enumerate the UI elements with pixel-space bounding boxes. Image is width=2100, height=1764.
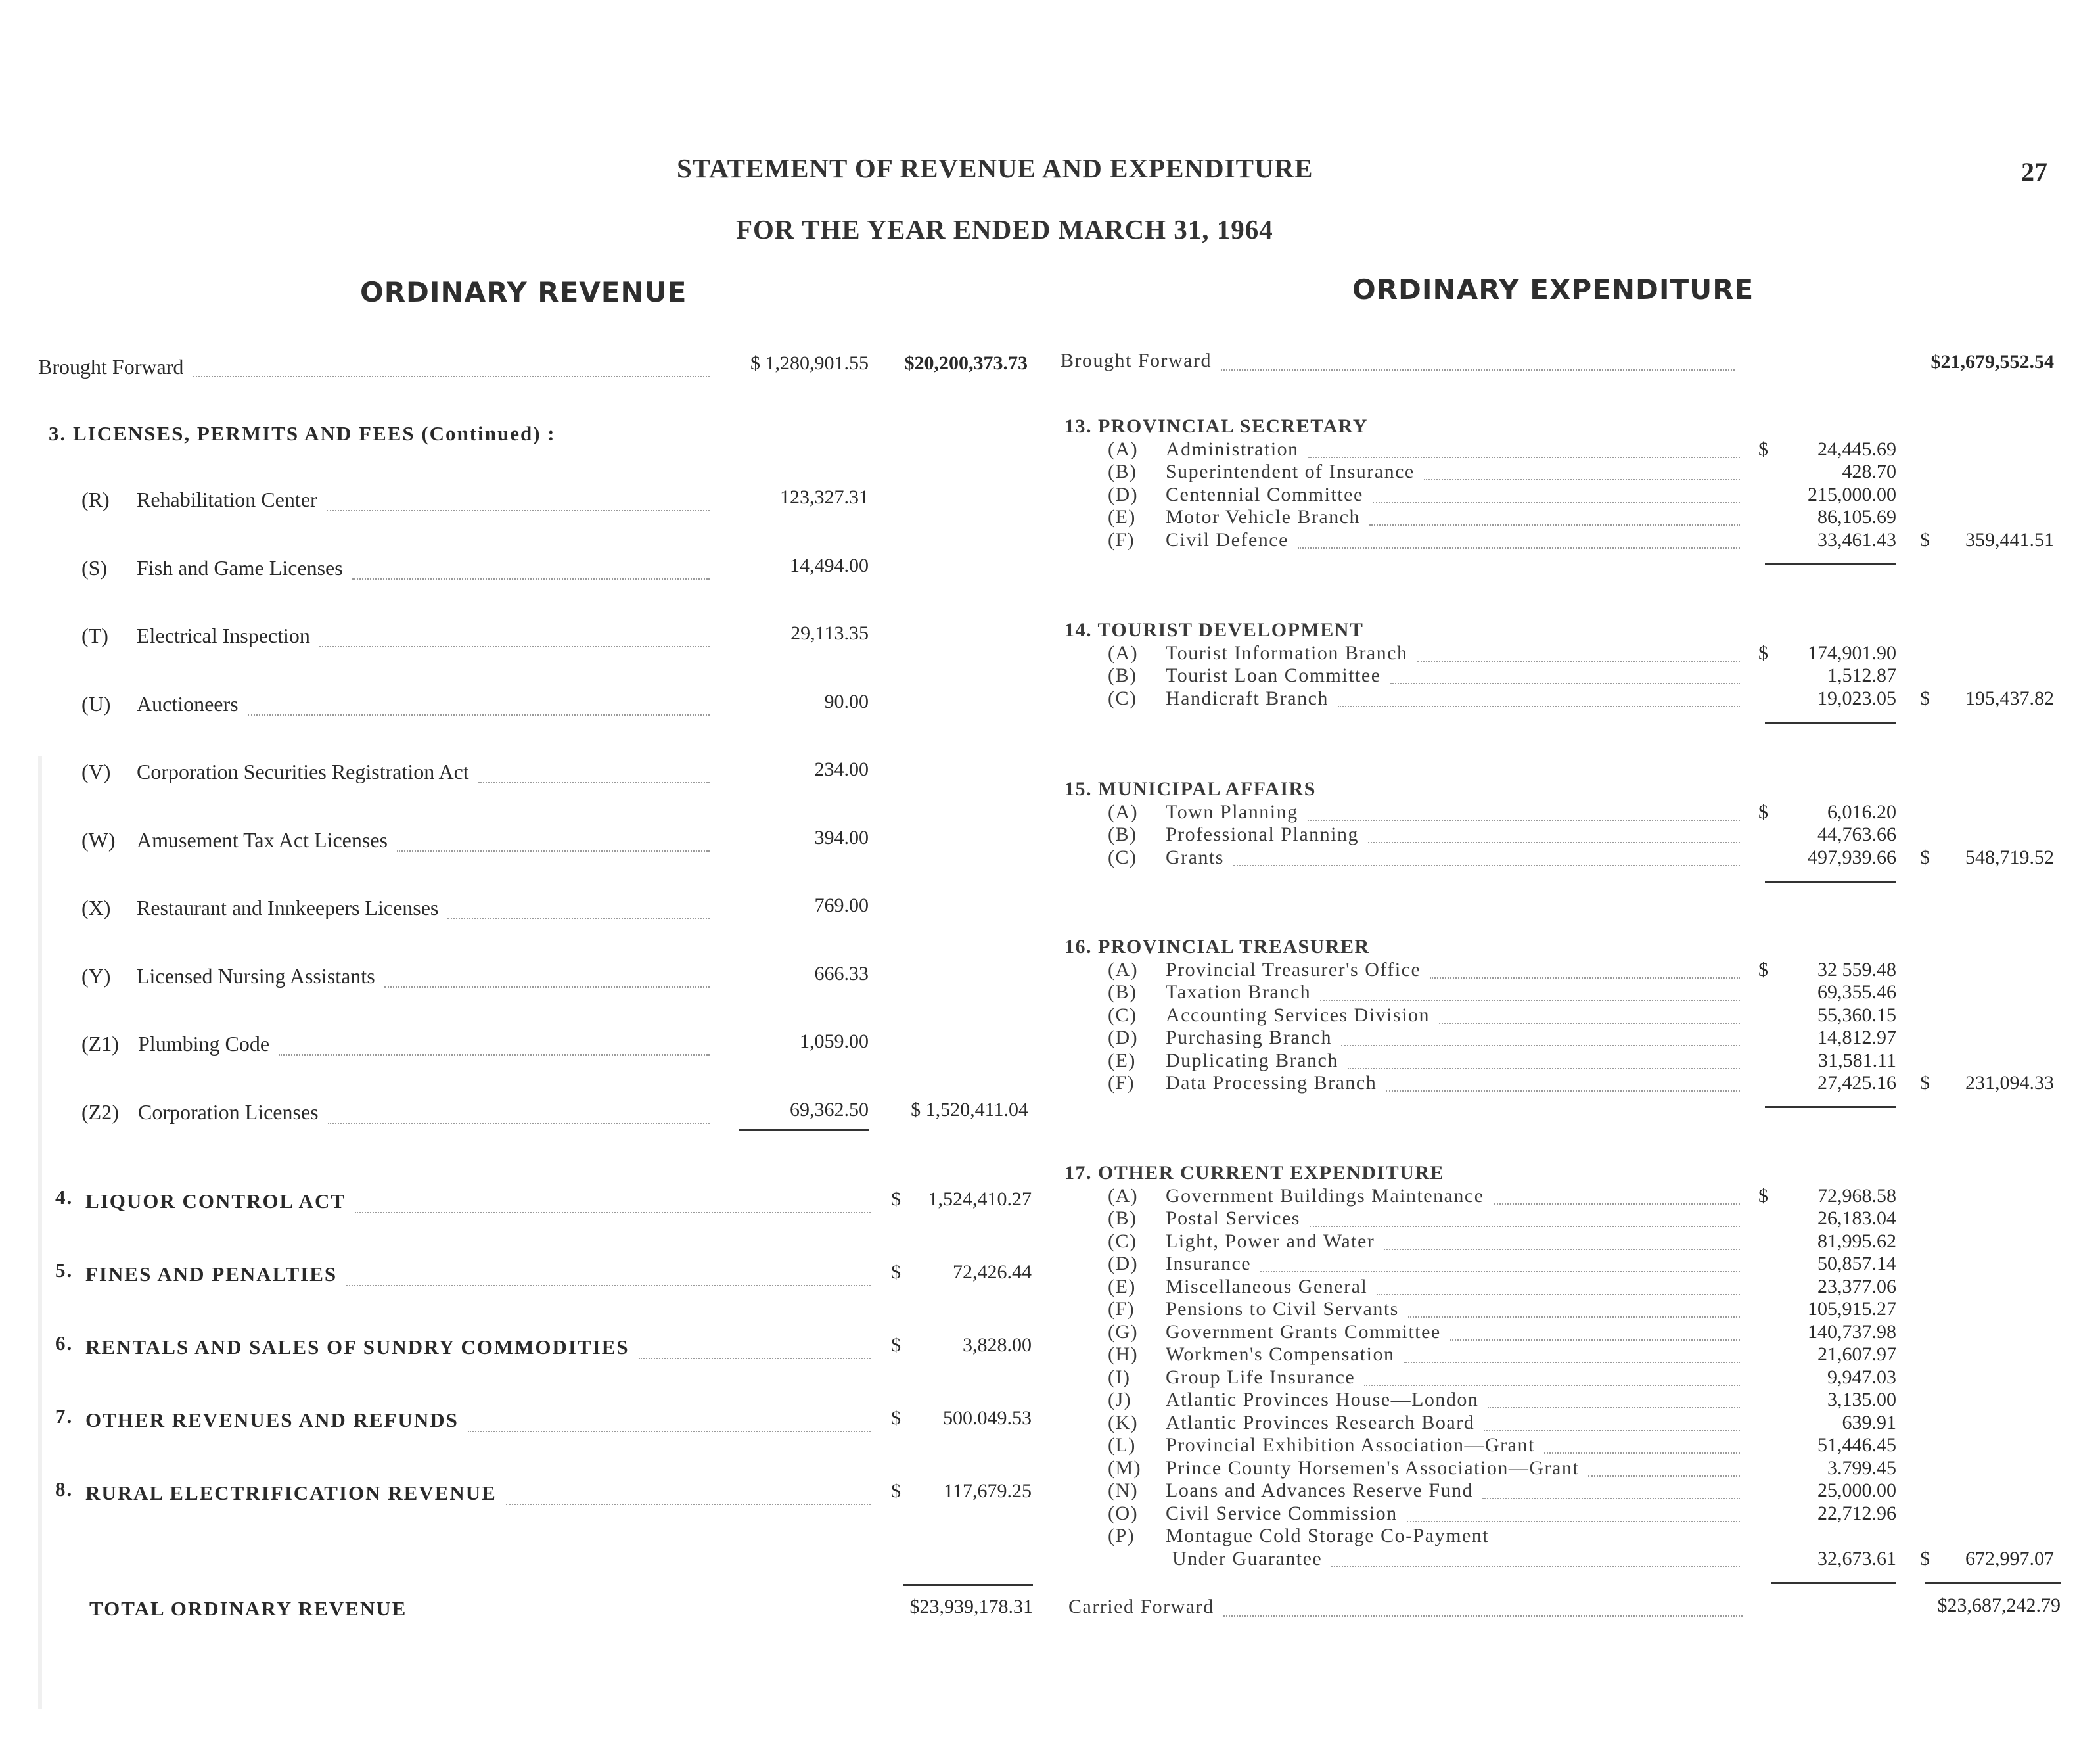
exp-item-code: (F) [1108,1072,1135,1094]
revenue-item-code: (Y) [81,963,111,988]
exp-item-code: (P) [1108,1525,1135,1546]
exp-item-code: (G) [1108,1320,1139,1343]
exp-section-total: 672,997.07 [1965,1547,2054,1569]
revenue-section-label: RENTALS AND SALES OF SUNDRY COMMODITIES [85,1335,629,1358]
exp-item-label: Provincial Exhibition Association—Grant [1166,1434,1535,1456]
exp-item-code: (C) [1108,687,1137,709]
exp-item-label: Prince County Horsemen's Association—Grant [1166,1456,1580,1479]
dot-leader [1298,547,1740,549]
exp-item-amount: 32 559.48 [1817,958,1896,981]
exp-item-label: Grants [1166,846,1224,868]
exp-section-title: 14. TOURIST DEVELOPMENT [1064,619,1364,641]
dot-leader [1430,977,1740,979]
revenue-item-code: (U) [81,691,111,716]
dot-leader [1588,1475,1740,1477]
dot-leader [328,1123,710,1124]
exp-item-code: (C) [1108,1004,1137,1026]
exp-item-label: Light, Power and Water [1166,1230,1375,1252]
exp-item-code: (D) [1108,483,1139,505]
currency-sign: $ [891,1407,901,1429]
revenue-item-amount: 90.00 [824,690,869,712]
currency-sign: $ [1758,641,1768,664]
exp-item-amount: 86,105.69 [1817,506,1896,528]
revenue-item-code: (W) [81,827,116,852]
revenue-item-label: Plumbing Code [138,1032,270,1056]
exp-item-code: (E) [1108,1049,1136,1071]
revenue-item-label: Licensed Nursing Assistants [137,963,375,988]
exp-item-amount: 9,947.03 [1827,1366,1896,1388]
carried-forward-amount: $23,687,242.79 [1937,1594,2061,1616]
exp-item-code: (H) [1108,1343,1139,1365]
dot-leader [1338,706,1740,707]
revenue-item-amount: 69,362.50 [790,1098,869,1121]
page-title: STATEMENT OF REVENUE AND EXPENDITURE [677,153,1313,183]
exp-item-label: Montague Cold Storage Co-Payment [1166,1525,1490,1546]
dot-leader [1494,1203,1740,1205]
subtotal-rule [739,1129,869,1131]
revenue-item-label: Fish and Game Licenses [137,555,343,580]
dot-leader [1450,1339,1740,1341]
revenue-item-amount: 14,494.00 [790,554,869,576]
dot-leader [1368,842,1740,843]
exp-item-amount: 639.91 [1842,1411,1896,1433]
exp-item-code: (A) [1108,801,1139,823]
exp-item-amount: 22,712.96 [1817,1502,1896,1524]
exp-item-amount: 33,461.43 [1817,528,1896,551]
revenue-section-amount: 1,524,410.27 [928,1188,1032,1210]
revenue-item-label: Corporation Licenses [138,1100,319,1124]
section-3-total: $ 1,520,411.04 [911,1098,1028,1121]
exp-item-code: (B) [1108,824,1137,845]
dot-leader [1404,1362,1740,1363]
dot-leader [1482,1498,1740,1499]
exp-item-code: (A) [1108,438,1139,460]
currency-sign: $ [1920,846,1930,868]
dot-leader [1424,479,1740,480]
dot-leader [1331,1566,1740,1567]
revenue-section-amount: 72,426.44 [953,1261,1032,1283]
total-rule [903,1584,1033,1586]
exp-item-amount: 51,446.45 [1817,1434,1896,1456]
exp-item-amount: 428.70 [1842,461,1896,482]
exp-item-code: (E) [1108,1275,1136,1297]
exp-item-label: Atlantic Provinces House—London [1166,1389,1479,1410]
exp-item-amount: 55,360.15 [1817,1004,1896,1026]
dot-leader [1310,1226,1740,1227]
total-ordinary-revenue-label: TOTAL ORDINARY REVENUE [89,1597,407,1620]
dot-leader [1308,820,1740,821]
exp-item-label: Tourist Loan Committee [1166,664,1381,686]
dot-leader [346,1285,871,1286]
exp-item-code: (C) [1108,846,1137,868]
exp-item-amount: 21,607.97 [1817,1343,1896,1365]
exp-item-code: (D) [1108,1027,1139,1048]
exp-item-amount: 105,915.27 [1808,1298,1896,1320]
revenue-item-amount: 666.33 [814,962,869,985]
subtotal-rule [1771,1582,1896,1584]
exp-item-code: (M) [1108,1456,1142,1479]
revenue-item-code: (Z1) [81,1032,119,1056]
revenue-item-code: (R) [81,488,110,511]
exp-item-label: Civil Defence [1166,528,1289,551]
revenue-item-amount: 29,113.35 [790,622,869,644]
revenue-section-label: FINES AND PENALTIES [85,1263,338,1286]
exp-item-label: Pensions to Civil Servants [1166,1298,1399,1320]
exp-section-title: 13. PROVINCIAL SECRETARY [1064,415,1368,437]
page-subtitle: FOR THE YEAR ENDED MARCH 31, 1964 [736,214,1273,244]
exp-item-code: (B) [1108,664,1137,686]
exp-item-label-cont: Under Guarantee [1172,1547,1323,1569]
revenue-section-number: 6. [55,1332,74,1355]
dot-leader [1384,1249,1740,1250]
revenue-section-number: 5. [55,1259,74,1282]
dot-leader [1544,1452,1740,1454]
exp-item-label: Motor Vehicle Branch [1166,506,1361,528]
revenue-section-amount: 117,679.25 [944,1480,1032,1502]
exp-item-code: (B) [1108,1207,1137,1229]
exp-item-code: (J) [1108,1389,1132,1410]
revenue-item-amount: 394.00 [814,826,869,848]
revenue-item-amount: 234.00 [814,758,869,780]
dot-leader [327,510,710,511]
dot-leader [248,714,710,716]
exp-item-label: Superintendent of Insurance [1166,461,1415,482]
exp-section-title: 16. PROVINCIAL TREASURER [1064,936,1370,958]
exp-item-code: (E) [1108,506,1136,528]
dot-leader [1260,1271,1740,1272]
exp-section-total: 359,441.51 [1965,528,2054,551]
dot-leader [1369,524,1740,526]
exp-brought-forward-label: Brought Forward [1061,350,1212,371]
dot-leader [1408,1316,1740,1318]
dot-leader [506,1504,871,1505]
dot-leader [1439,1023,1740,1024]
dot-leader [384,986,710,988]
exp-item-amount: 81,995.62 [1817,1230,1896,1252]
exp-item-label: Atlantic Provinces Research Board [1166,1411,1475,1433]
dot-leader [1377,1294,1740,1295]
exp-item-code: (B) [1108,981,1137,1003]
exp-item-label: Postal Services [1166,1207,1300,1229]
revenue-item-amount: 769.00 [814,894,869,916]
currency-sign: $ [1758,801,1768,823]
exp-item-amount: 1,512.87 [1827,664,1896,686]
revenue-item-label: Electrical Inspection [137,624,310,647]
revenue-item-label: Corporation Securities Registration Act [137,760,469,783]
page-number: 27 [2021,157,2047,187]
exp-item-label: Administration [1166,438,1299,460]
revenue-item-label: Amusement Tax Act Licenses [137,827,388,852]
exp-item-label: Town Planning [1166,801,1298,823]
exp-item-code: (L) [1108,1434,1136,1456]
subtotal-rule [1765,563,1896,565]
dot-leader [639,1358,871,1359]
dot-leader [1484,1430,1740,1431]
exp-item-amount: 31,581.11 [1818,1049,1896,1071]
dot-leader [1221,369,1735,371]
exp-item-label: Purchasing Branch [1166,1027,1332,1048]
brought-forward-total: $20,200,373.73 [904,352,1028,374]
exp-section-total: 231,094.33 [1965,1072,2054,1094]
exp-item-code: (F) [1108,528,1135,551]
dot-leader [1407,1521,1740,1522]
exp-item-label: Government Buildings Maintenance [1166,1184,1484,1207]
revenue-item-label: Restaurant and Innkeepers Licenses [137,896,439,919]
dot-leader [319,646,710,647]
subtotal-rule [1765,881,1896,883]
subtotal-rule [1765,722,1896,724]
exp-item-amount: 174,901.90 [1808,641,1896,664]
exp-item-amount: 44,763.66 [1817,824,1896,845]
total-rule [1925,1582,2061,1584]
exp-item-code: (C) [1108,1230,1137,1252]
revenue-section-label: RURAL ELECTRIFICATION REVENUE [85,1481,497,1504]
exp-item-amount: 27,425.16 [1817,1072,1896,1094]
exp-item-label: Provincial Treasurer's Office [1166,958,1421,981]
currency-sign: $ [891,1334,901,1356]
exp-item-amount: 19,023.05 [1817,687,1896,709]
dot-leader [1223,1615,1743,1617]
revenue-section-number: 4. [55,1186,74,1209]
dot-leader [1417,661,1740,662]
total-ordinary-revenue-amount: $23,939,178.31 [909,1596,1033,1617]
revenue-section-number: 8. [55,1477,74,1500]
currency-sign: $ [1920,687,1930,709]
brought-forward-amount: $ 1,280,901.55 [750,352,869,374]
dot-leader [1390,683,1740,684]
exp-item-code: (F) [1108,1298,1135,1320]
dot-leader [1373,502,1740,503]
exp-item-amount: 23,377.06 [1817,1275,1896,1297]
exp-item-label: Data Processing Branch [1166,1072,1377,1094]
exp-item-label: Group Life Insurance [1166,1366,1356,1388]
currency-sign: $ [891,1188,901,1210]
exp-item-label: Insurance [1166,1253,1252,1274]
exp-item-code: (K) [1108,1411,1139,1433]
dot-leader [1386,1090,1740,1092]
exp-item-label: Handicraft Branch [1166,687,1329,709]
exp-section-title: 17. OTHER CURRENT EXPENDITURE [1064,1162,1445,1184]
exp-item-code: (A) [1108,958,1139,981]
exp-item-label: Duplicating Branch [1166,1049,1338,1071]
dot-leader [1341,1045,1740,1046]
dot-leader [1488,1407,1740,1408]
dot-leader [447,918,710,919]
revenue-item-label: Auctioneers [137,691,239,716]
exp-item-label: Accounting Services Division [1166,1004,1430,1026]
dot-leader [397,850,710,852]
exp-item-amount: 50,857.14 [1817,1253,1896,1274]
dot-leader [352,578,710,580]
exp-brought-forward-amount: $21,679,552.54 [1930,351,2054,373]
dot-leader [1348,1068,1740,1069]
exp-item-label: Centennial Committee [1166,483,1363,505]
exp-item-label: Civil Service Commission [1166,1502,1398,1524]
exp-item-amount: 6,016.20 [1827,801,1896,823]
exp-item-label: Professional Planning [1166,824,1359,845]
dot-leader [193,376,710,377]
exp-item-code: (O) [1108,1502,1139,1524]
dot-leader [1308,457,1740,458]
revenue-section-amount: 3,828.00 [963,1334,1032,1356]
exp-item-amount: 3.799.45 [1827,1456,1896,1479]
revenue-item-label: Rehabilitation Center [137,488,317,511]
revenue-item-code: (S) [81,555,108,580]
exp-item-label: Taxation Branch [1166,981,1312,1003]
exp-item-amount: 215,000.00 [1808,483,1896,505]
exp-item-amount: 497,939.66 [1808,846,1896,868]
revenue-item-code: (V) [81,760,111,783]
exp-item-amount: 69,355.46 [1817,981,1896,1003]
revenue-section-label: LIQUOR CONTROL ACT [85,1190,346,1213]
exp-item-label: Miscellaneous General [1166,1275,1368,1297]
currency-sign: $ [1758,958,1768,981]
exp-item-amount: 32,673.61 [1817,1547,1896,1569]
revenue-heading: ORDINARY REVENUE [360,276,687,308]
revenue-section-amount: 500.049.53 [943,1407,1032,1429]
exp-item-amount: 3,135.00 [1827,1389,1896,1410]
carried-forward-label: Carried Forward [1068,1596,1214,1617]
currency-sign: $ [1920,528,1930,551]
exp-item-code: (A) [1108,641,1139,664]
dot-leader [279,1054,710,1056]
exp-item-label: Loans and Advances Reserve Fund [1166,1479,1474,1501]
exp-item-amount: 72,968.58 [1817,1184,1896,1207]
dot-leader [355,1212,871,1213]
exp-section-title: 15. MUNICIPAL AFFAIRS [1064,778,1316,800]
brought-forward-label: Brought Forward [38,355,184,379]
exp-item-amount: 25,000.00 [1817,1479,1896,1501]
section-3-title: 3. LICENSES, PERMITS AND FEES (Continued) : [49,422,556,445]
revenue-section-label: OTHER REVENUES AND REFUNDS [85,1408,459,1431]
scan-edge [38,756,42,1709]
currency-sign: $ [891,1261,901,1283]
currency-sign: $ [1758,1184,1768,1207]
exp-item-code: (D) [1108,1253,1139,1274]
currency-sign: $ [1920,1072,1930,1094]
dot-leader [1364,1385,1740,1386]
revenue-section-number: 7. [55,1404,74,1427]
dot-leader [1233,865,1740,866]
exp-item-amount: 140,737.98 [1808,1320,1896,1343]
dot-leader [478,782,710,783]
currency-sign: $ [1920,1547,1930,1569]
exp-item-code: (A) [1108,1184,1139,1207]
dot-leader [1320,1000,1740,1001]
exp-item-label: Government Grants Committee [1166,1320,1441,1343]
revenue-item-code: (X) [81,896,111,919]
exp-item-label: Workmen's Compensation [1166,1343,1395,1365]
exp-item-amount: 24,445.69 [1817,438,1896,460]
subtotal-rule [1765,1106,1896,1108]
exp-item-amount: 26,183.04 [1817,1207,1896,1229]
revenue-item-code: (Z2) [81,1100,119,1124]
revenue-item-amount: 1,059.00 [800,1031,869,1052]
exp-item-code: (B) [1108,461,1137,482]
exp-section-total: 548,719.52 [1965,846,2054,868]
revenue-item-code: (T) [81,624,108,647]
expenditure-heading: ORDINARY EXPENDITURE [1352,273,1754,306]
exp-item-code: (I) [1108,1366,1131,1388]
exp-section-total: 195,437.82 [1965,687,2054,709]
exp-item-code: (N) [1108,1479,1139,1501]
revenue-item-amount: 123,327.31 [780,486,869,508]
currency-sign: $ [1758,438,1768,460]
dot-leader [468,1431,871,1432]
currency-sign: $ [891,1480,901,1502]
exp-item-label: Tourist Information Branch [1166,641,1408,664]
exp-item-amount: 14,812.97 [1817,1027,1896,1048]
